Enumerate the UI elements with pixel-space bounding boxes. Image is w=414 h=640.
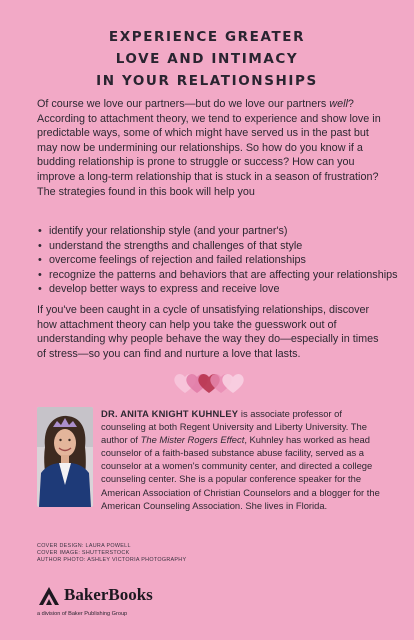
intro-emphasis: well — [329, 98, 348, 110]
intro-paragraph — [37, 97, 383, 199]
publisher-name: BakerBooks — [64, 585, 153, 604]
headline — [0, 26, 414, 92]
bio-text-2: , Kuhnley has worked as head counselor of a faith-based substance abuse facility, served as a counselor at a women's community center, and directed a college counseling center. She is a popular conference speaker for the American Association of Christian Counselors and a blogger for the American Counseling Association. She lives in Florida. — [101, 434, 380, 511]
book-title: The Mister Rogers Effect — [140, 434, 245, 446]
headline-line-3: IN YOUR RELATIONSHIPS — [96, 73, 318, 89]
credit-design: COVER DESIGN: LAURA POWELL — [37, 543, 131, 549]
baker-books-logo-icon — [37, 584, 61, 608]
list-item: • understand the strengths and challenges of that style — [37, 239, 387, 254]
list-item: • develop better ways to express and receive love — [37, 282, 387, 297]
author-photo — [37, 407, 93, 507]
author-bio — [101, 407, 385, 512]
list-item: • identify your relationship style (and your partner's) — [37, 224, 387, 239]
list-item: • overcome feelings of rejection and failed relationships — [37, 253, 387, 268]
hearts-icon — [173, 371, 245, 395]
credit-photo: AUTHOR PHOTO: ASHLEY VICTORIA PHOTOGRAPHY — [37, 557, 187, 564]
author-name: DR. ANITA KNIGHT KUHNLEY — [101, 408, 239, 419]
headline-line-2: LOVE AND INTIMACY — [115, 51, 299, 67]
cover-credits — [37, 543, 257, 565]
bio-text-1: is associate professor of counseling at both Regent University and Liberty University. The author of — [101, 408, 367, 446]
strategy-list — [37, 224, 398, 297]
headline-line-1: EXPERIENCE GREATER — [108, 29, 306, 45]
publisher-division: a division of Baker Publishing Group — [37, 611, 128, 617]
closing-paragraph: If you've been caught in a cycle of unsatisfying relationships, discover how attachment theory can help you take the guesswork out of understanding why people behave the way they do—especially in times of stress—so you can find and nurture a love that lasts. — [37, 304, 379, 360]
intro-text-1: Of course we love our partners—but do we love our partners — [37, 98, 330, 110]
credit-image: COVER IMAGE: SHUTTERSTOCK — [37, 550, 130, 557]
list-item: • recognize the patterns and behaviors that are affecting your relationships — [37, 268, 387, 283]
heart-light-right-icon — [222, 374, 243, 393]
intro-text-2: ? According to attachment theory, we tend to experience and show love in predictable ways, some of which might have served us in the past but may now be undermining our relationships. So how do you know if a budding relationship is prone to struggle or success? How can you improve a long-term relationship that is stuck in a season of frustration? The strategies found in this book will help you — [37, 98, 381, 198]
